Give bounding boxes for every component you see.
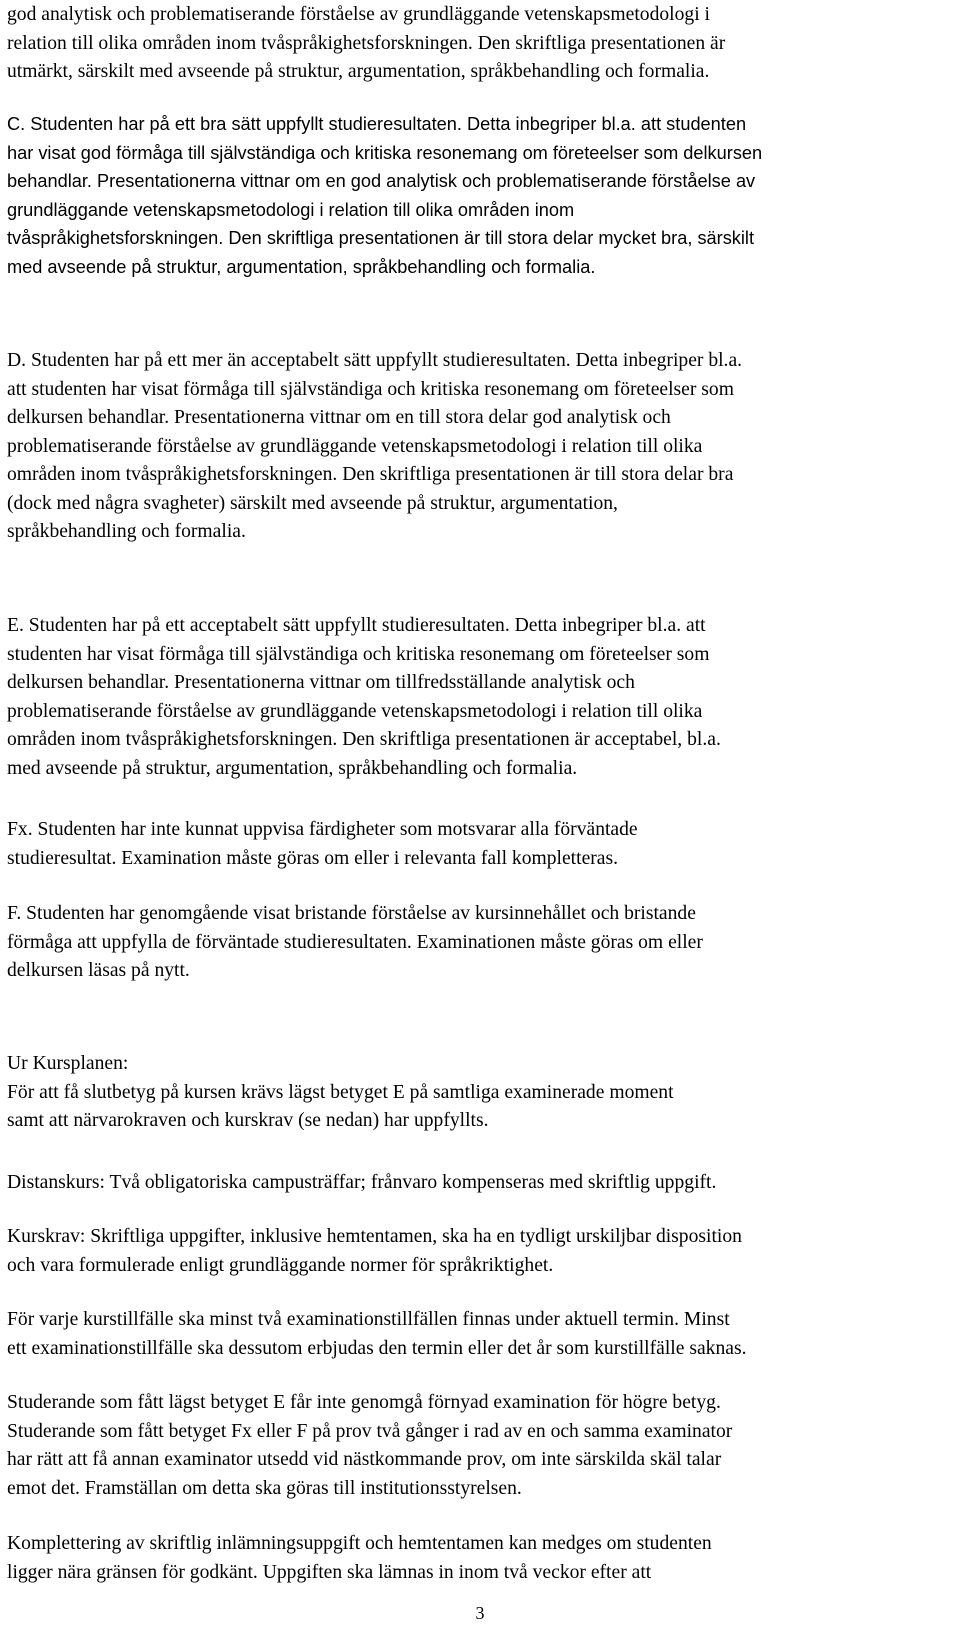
paragraph-grade-d: [7, 347, 952, 547]
text-line: För varje kurstillfälle ska minst två examinationstillfällen finnas under aktuell termin. Minst: [7, 1309, 730, 1330]
text-line: ett examinationstillfälle ska dessutom erbjudas den termin eller det år som kurstillfälle saknas.: [7, 1337, 747, 1359]
text-line: områden inom tvåspråkighetsforskningen. Den skriftliga presentationen är till stora delar bra: [7, 464, 734, 485]
text-line: F. Studenten har genomgående visat bristande förståelse av kursinnehållet och bristande: [7, 903, 696, 924]
paragraph-studerande: [7, 1389, 952, 1503]
text-line: Studerande som fått betyget Fx eller F på prov två gånger i rad av en och samma examinator: [7, 1420, 733, 1442]
paragraph-distanskurs: [7, 1169, 952, 1198]
text-line: Komplettering av skriftlig inlämningsuppgift och hemtentamen kan medges om studenten: [7, 1533, 712, 1554]
text-line: grundläggande vetenskapsmetodologi i relation till olika områden inom: [7, 199, 575, 220]
text-line: Ur Kursplanen:: [7, 1053, 129, 1074]
text-line: och vara formulerade enligt grundläggande normer för språkriktighet.: [7, 1254, 554, 1276]
text-line: tvåspråkighetsforskningen. Den skriftliga presentationen är till stora delar mycket bra, särskilt: [7, 228, 755, 248]
text-line: D. Studenten har på ett mer än acceptabelt sätt uppfyllt studieresultaten. Detta inbegriper bl.a.: [7, 350, 743, 371]
paragraph-komplettering: [7, 1530, 952, 1587]
text-line: E. Studenten har på ett acceptabelt sätt uppfyllt studieresultaten. Detta inbegriper bl.a. att: [7, 615, 706, 636]
text-line: problematiserande förståelse av grundläggande vetenskapsmetodologi i relation till olika: [7, 435, 703, 457]
paragraph-grade-e: [7, 612, 952, 783]
text-line: delkursen läsas på nytt.: [7, 960, 190, 981]
text-line: problematiserande förståelse av grundläggande vetenskapsmetodologi i relation till olika: [7, 700, 703, 722]
text-line: Kurskrav: Skriftliga uppgifter, inklusive hemtentamen, ska ha en tydligt urskiljbar disposition: [7, 1226, 742, 1247]
paragraph-grade-f: [7, 900, 952, 986]
text-line: studenten har visat förmåga till självständiga och kritiska resonemang om företeelser som: [7, 643, 710, 665]
text-line: har visat god förmåga till självständiga och kritiska resonemang om företeelser som delkursen: [7, 142, 763, 163]
text-line: med avseende på struktur, argumentation, språkbehandling och formalia.: [7, 757, 578, 779]
text-line: god analytisk och problematiserande förståelse av grundläggande vetenskapsmetodologi i: [7, 4, 710, 25]
paragraph-continuation: [7, 1, 952, 87]
text-line: att studenten har visat förmåga till självständiga och kritiska resonemang om företeelser som: [7, 378, 734, 400]
text-line: emot det. Framställan om detta ska göras till institutionsstyrelsen.: [7, 1477, 522, 1499]
page-number: 3: [475, 1603, 485, 1623]
text-line: studieresultat. Examination måste göras om eller i relevanta fall kompletteras.: [7, 847, 619, 869]
text-line: Distanskurs: Två obligatoriska campusträffar; frånvaro kompenseras med skriftlig uppgift.: [7, 1172, 717, 1193]
text-line: Studerande som fått lägst betyget E får inte genomgå förnyad examination för högre betyg.: [7, 1392, 721, 1413]
text-line: språkbehandling och formalia.: [7, 521, 246, 542]
text-line: utmärkt, särskilt med avseende på struktur, argumentation, språkbehandling och formalia.: [7, 61, 710, 82]
text-line: Fx. Studenten har inte kunnat uppvisa färdigheter som motsvarar alla förväntade: [7, 819, 638, 840]
text-line: har rätt att få annan examinator utsedd vid nästkommande prov, om inte särskilda skäl talar: [7, 1449, 722, 1470]
text-line: C. Studenten har på ett bra sätt uppfyllt studieresultaten. Detta inbegriper bl.a. att studenten: [7, 114, 747, 134]
text-line: behandlar. Presentationerna vittnar om en god analytisk och problematiserande förståelse av: [7, 171, 756, 191]
text-line: med avseende på struktur, argumentation, språkbehandling och formalia.: [7, 256, 596, 277]
text-line: (dock med några svagheter) särskilt med avseende på struktur, argumentation,: [7, 492, 618, 514]
text-line: samt att närvarokraven och kurskrav (se nedan) har uppfyllts.: [7, 1110, 489, 1131]
text-line: delkursen behandlar. Presentationerna vittnar om tillfredsställande analytisk och: [7, 672, 635, 693]
paragraph-kurskrav: [7, 1223, 952, 1280]
text-line: relation till olika områden inom tvåspråkighetsforskningen. Den skriftliga presentationen är: [7, 32, 726, 54]
text-line: förmåga att uppfylla de förväntade studieresultaten. Examinationen måste göras om eller: [7, 931, 703, 953]
text-line: områden inom tvåspråkighetsforskningen. Den skriftliga presentationen är acceptabel, bl.a.: [7, 729, 721, 750]
paragraph-grade-c: [7, 110, 952, 281]
paragraph-examinationstillfallen: [7, 1306, 952, 1363]
text-line: För att få slutbetyg på kursen krävs lägst betyget E på samtliga examinerade moment: [7, 1081, 674, 1103]
text-line: delkursen behandlar. Presentationerna vittnar om en till stora delar god analytisk och: [7, 407, 671, 428]
paragraph-kursplan: [7, 1050, 952, 1136]
paragraph-grade-fx: [7, 816, 952, 873]
text-line: ligger nära gränsen för godkänt. Uppgiften ska lämnas in inom två veckor efter att: [7, 1561, 652, 1583]
